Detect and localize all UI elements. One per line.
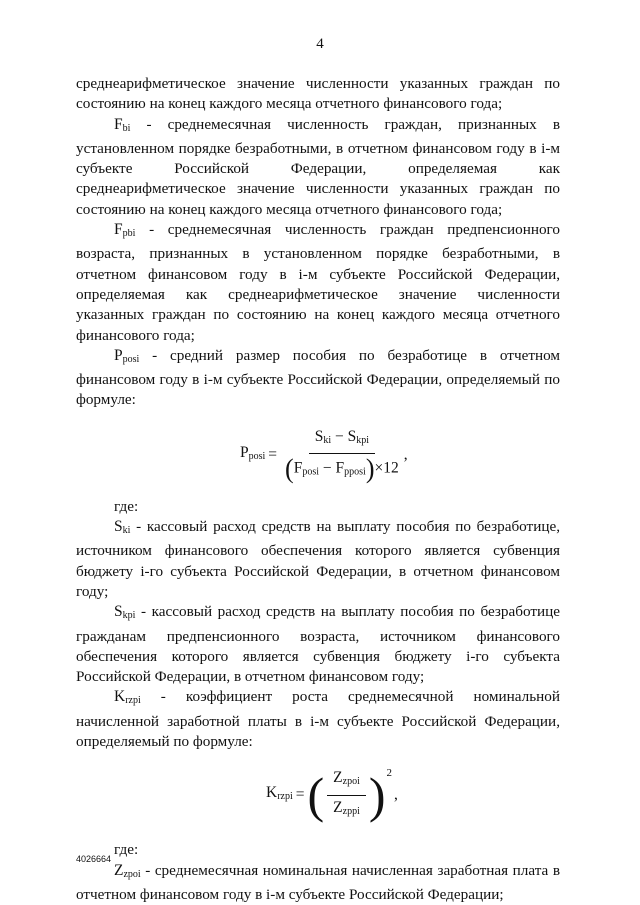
paragraph-krzpi — [76, 687, 560, 752]
formula-lhs — [240, 443, 265, 467]
formula-comma: , — [394, 785, 398, 803]
formula-lhs — [266, 783, 293, 807]
symbol-letter: P — [114, 346, 123, 364]
den-b-sub: pposi — [344, 466, 366, 478]
den-a: F — [293, 459, 303, 477]
minus-sign: − — [322, 459, 332, 477]
paragraph-text: - среднемесячная номинальная начисленная заработная плата в отчетном финансовом году в i-м субъекте Российской Федерации; — [76, 861, 560, 903]
fraction-denominator — [283, 454, 401, 483]
symbol-letter: Z — [114, 861, 124, 879]
paragraph-text: - среднемесячная численность граждан, признанных в установленном порядке безработными, в отчетном финансовом году в i-м субъекте Российской Федерации, определяемая как среднеарифметическое значение численности указанных граждан по состоянию на конец каждого месяца отчетного финансового года; — [76, 115, 560, 218]
times-sign: × — [374, 459, 384, 477]
symbol-pposi — [114, 347, 139, 364]
fraction-numerator — [327, 768, 366, 795]
formula-pposi-expression — [240, 427, 408, 483]
symbol-letter: F — [114, 115, 123, 133]
num-a-sub: ki — [323, 434, 332, 446]
lhs-subscript: posi — [248, 450, 266, 462]
paragraph-text: - среднемесячная численность граждан предпенсионного возраста, признанных в установленном порядке безработными, в отчетном финансовом году в i-м субъекте Российской Федерации, определяемая как среднеарифметическое значение численности указанных граждан по состоянию на конец каждого месяца отчетного финансового года; — [76, 221, 560, 344]
fraction-numerator — [309, 427, 375, 454]
symbol-subscript: kpi — [122, 610, 136, 622]
lhs-letter: P — [240, 443, 249, 461]
fraction — [327, 768, 366, 822]
den-a-sub: posi — [302, 466, 320, 478]
symbol-skpi — [114, 603, 135, 620]
paragraph-pposi — [76, 346, 560, 411]
num-a: S — [314, 427, 324, 445]
symbol-krzpi — [114, 688, 141, 705]
symbol-letter: K — [114, 688, 126, 706]
num-letter: Z — [333, 769, 343, 787]
lhs-subscript: rzpi — [277, 790, 293, 802]
den-b: F — [335, 459, 345, 477]
formula-comma: , — [403, 445, 408, 463]
symbol-letter: S — [114, 603, 123, 621]
minus-sign: − — [335, 427, 344, 445]
paragraph-ski — [76, 517, 560, 602]
close-paren: ) — [365, 453, 375, 484]
paragraph-text: - кассовый расход средств на выплату пособия по безработице, источником финансового обеспечения которого является субвенция бюджету i-го субъекта Российской Федерации, в отчетном финансовом году; — [76, 518, 560, 600]
fraction-denominator — [331, 796, 362, 822]
symbol-subscript: pbi — [122, 228, 136, 240]
symbol-fbi — [114, 116, 130, 133]
open-paren: ( — [285, 453, 294, 484]
document-code: 4026664 — [76, 854, 112, 864]
symbol-fpbi — [114, 221, 135, 238]
symbol-zzpoi — [114, 862, 141, 879]
den-letter: Z — [333, 798, 343, 816]
symbol-letter: S — [114, 518, 123, 536]
where-label: где: — [114, 497, 139, 515]
formula-krzpi-expression — [266, 768, 398, 822]
num-sub: zpoi — [342, 776, 360, 788]
paragraph-zzpoi — [76, 861, 560, 905]
paragraph-text: - коэффициент роста среднемесячной номинальной начисленной заработной платы в i-м субъекте Российской Федерации, определяемый по формуле: — [76, 688, 560, 751]
symbol-subscript: ki — [122, 525, 131, 537]
symbol-subscript: zpoi — [123, 868, 141, 880]
num-b-sub: kpi — [356, 434, 370, 446]
paragraph-fpbi — [76, 220, 560, 346]
num-b: S — [347, 427, 357, 445]
close-paren: ) — [368, 767, 386, 824]
paragraph-fbi — [76, 115, 560, 220]
formula-krzpi — [76, 752, 560, 840]
paragraph-skpi — [76, 602, 560, 687]
paragraph-continuation: среднеарифметическое значение численности указанных граждан по состоянию на конец каждого месяца отчетного финансового года; — [76, 75, 560, 113]
symbol-ski — [114, 518, 130, 535]
page-number: 4 — [316, 36, 324, 52]
where-label: где: — [114, 841, 139, 859]
lhs-letter: K — [266, 783, 278, 801]
formula-pposi — [76, 411, 560, 497]
open-paren: ( — [307, 767, 325, 824]
paragraph-text: - кассовый расход средств на выплату пособия по безработице гражданам предпенсионного возраста, источником финансового обеспечения которого является субвенция бюджету i-го субъекта Российской Федерации, в отчетном финансовом году; — [76, 603, 560, 686]
symbol-subscript: posi — [122, 353, 140, 365]
symbol-letter: F — [114, 221, 123, 239]
paragraph-text: - средний размер пособия по безработице в отчетном финансовом году в i-м субъекте Российской Федерации, определяемый по формуле: — [76, 346, 560, 409]
equals-sign: = — [295, 785, 305, 803]
twelve: 12 — [383, 459, 399, 477]
symbol-subscript: rzpi — [125, 695, 141, 707]
symbol-subscript: bi — [122, 122, 131, 134]
fraction — [283, 427, 401, 483]
document-body — [76, 74, 560, 905]
den-sub: zppi — [342, 805, 360, 817]
exponent: 2 — [386, 766, 392, 779]
equals-sign: = — [268, 445, 278, 463]
